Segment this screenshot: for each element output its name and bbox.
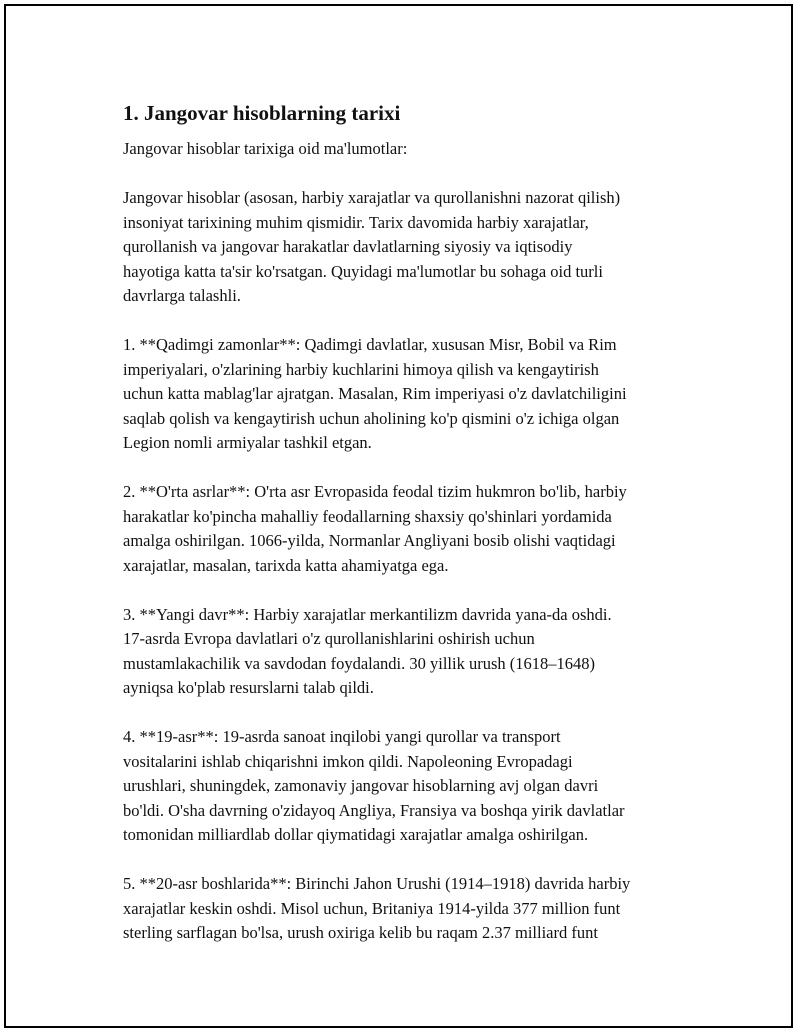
intro-line: Jangovar hisoblar tarixiga oid ma'lumotlar: [123,139,408,158]
paragraph-gap [123,701,703,726]
paragraph-new-era: 3. **Yangi davr**: Harbiy xarajatlar merkantilizm davrida yana-da oshdi. 17-asrda Evropa davlatlari o'z qurollanishlarini oshirish uchun mustamlakachilik va savdodan foydalandi. 30 yillik urush (1618–1648) ayniqsa ko'plab resurslarni talab qildi. [123,604,612,697]
paragraph-overview: Jangovar hisoblar (asosan, harbiy xarajatlar va qurollanishni nazorat qilish) insoniyat tarixining muhim qismidir. Tarix davomida harbiy xarajatlar, qurollanish va jangovar harakatlar davlatlarning siyosiy va iqtisodiy hayotiga katta ta'sir ko'rsatgan. Quyidagi ma'lumotlar bu sohaga oid turli davrlarga talashli. [123,188,621,305]
document-title: 1. Jangovar hisoblarning tarixi [123,101,401,125]
paragraph-20th-century: 5. **20-asr boshlarida**: Birinchi Jahon Urushi (1914–1918) davrida harbiy xarajatlar keskin oshdi. Misol uchun, Britaniya 1914-yilda 377 million funt sterling sarflagan bo'lsa, urush oxiriga kelib bu raqam 2.37 milliard funt [123,874,631,942]
paragraph-19th-century: 4. **19-asr**: 19-asrda sanoat inqilobi yangi qurollar va transport vositalarini ishlab chiqarishni imkon qildi. Napoleoning Evropadagi urushlari, shuningdek, zamonaviy jangovar hisoblarning avj olgan davri bo'ldi. O'sha davrning o'zidayoq Angliya, Fransiya va boshqa yirik davlatlar tomonidan milliardlab dollar qiymatidagi xarajatlar amalga oshirilgan. [123,727,625,844]
document-body [123,99,703,946]
paragraph-gap [123,578,703,603]
paragraph-gap [123,162,703,187]
paragraph-gap [123,848,703,873]
paragraph-middle-ages: 2. **O'rta asrlar**: O'rta asr Evropasida feodal tizim hukmron bo'lib, harbiy harakatlar ko'pincha mahalliy feodallarning shaxsiy qo'shinlari yordamida amalga oshirilgan. 1066-yilda, Normanlar Angliyani bosib olishi vaqtidagi xarajatlar, masalan, tarixda katta ahamiyatga ega. [123,482,627,575]
paragraph-gap [123,456,703,481]
paragraph-ancient: 1. **Qadimgi zamonlar**: Qadimgi davlatlar, xususan Misr, Bobil va Rim imperiyalari, o'zlarining harbiy kuchlarini himoya qilish va kengaytirish uchun katta mablag'lar ajratgan. Masalan, Rim imperiyasi o'z davlatchiligini saqlab qolish va kengaytirish uchun aholining ko'p qismini o'z ichiga olgan Legion nomli armiyalar tashkil etgan. [123,335,627,452]
page-frame [4,4,793,1028]
paragraph-gap [123,309,703,334]
